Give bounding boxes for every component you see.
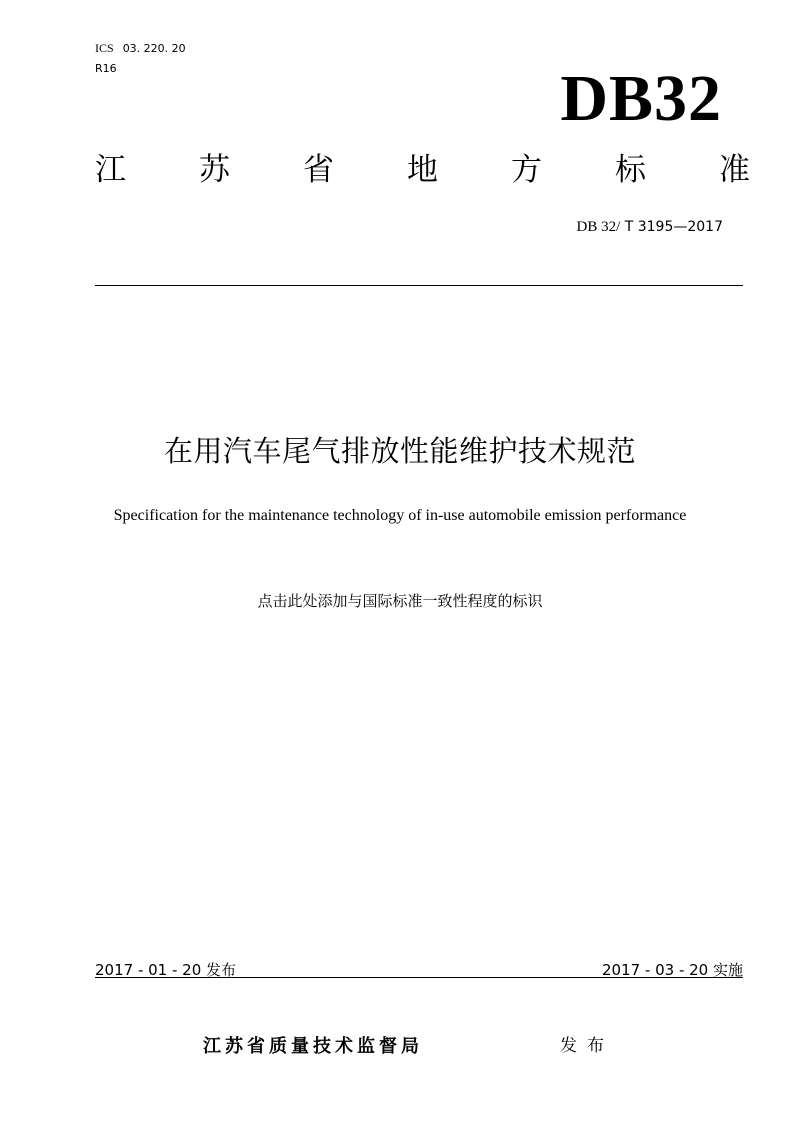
standard-type-char: 标 — [615, 152, 646, 188]
standard-type-char: 江 — [95, 152, 126, 188]
ics-code — [95, 41, 186, 56]
standard-type-char: 苏 — [199, 152, 230, 188]
standard-type-char: 方 — [511, 152, 542, 188]
classification-code: R16 — [95, 62, 117, 75]
standard-number-prefix: DB 32/ — [576, 219, 621, 235]
issue-word: 发布 — [560, 1036, 614, 1056]
standard-type — [95, 152, 750, 188]
conformity-note: 点击此处添加与国际标准一致性程度的标识 — [257, 592, 543, 610]
standard-type-char: 地 — [407, 152, 438, 188]
standard-number-suffix: T 3195—2017 — [624, 219, 723, 235]
standard-type-char: 省 — [303, 152, 334, 188]
db-code-logo: DB32 — [560, 62, 722, 135]
header-divider — [95, 285, 743, 286]
document-title-cn: 在用汽车尾气排放性能维护技术规范 — [163, 434, 636, 468]
issue-date: 2017 - 01 - 20 发布 — [95, 961, 237, 979]
standard-type-char: 准 — [719, 152, 750, 188]
issuing-authority: 江苏省质量技术监督局 — [203, 1036, 423, 1057]
standard-number — [577, 219, 723, 236]
footer-divider — [95, 977, 743, 978]
ics-label: ICS — [95, 41, 114, 55]
ics-number: 03. 220. 20 — [122, 42, 186, 55]
implementation-date: 2017 - 03 - 20 实施 — [601, 961, 743, 979]
document-title-en: Specification for the maintenance technology of in-use automobile emission performance — [113, 507, 687, 524]
